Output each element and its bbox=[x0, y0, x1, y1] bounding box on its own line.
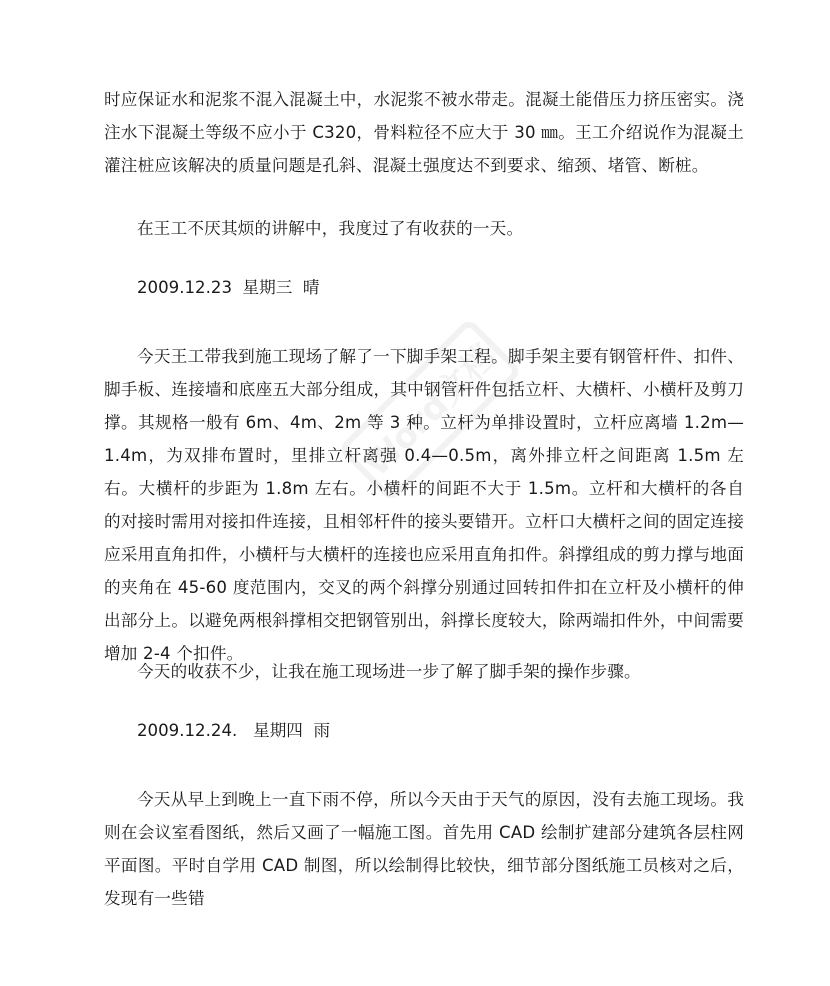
paragraph-continuation: 时应保证水和泥浆不混入混凝土中，水泥浆不被水带走。混凝土能借压力挤压密实。浇注水下混凝土等级不应小于 C320，骨料粒径不应大于 30 ㎜。王工介绍说作为混凝土灌注桩应该解决的质量问题是孔斜、混凝土强度达不到要求、缩颈、堵管、断桩。 bbox=[104, 90, 744, 175]
paragraph-summary-day2: 今天的收获不少，让我在施工现场进一步了解了脚手架的操作步骤。 bbox=[137, 662, 641, 681]
svg-text:Word文档: Word文档 bbox=[356, 336, 505, 485]
diary-date-heading: 2009.12.23 星期三 晴 bbox=[137, 278, 320, 297]
paragraph-rain-day: 今天从早上到晚上一直下雨不停，所以今天由于天气的原因，没有去施工现场。我则在会议室看图纸，然后又画了一幅施工图。首先用 CAD 绘制扩建部分建筑各层柱网平面图。平时自学用 CAD 制图，所以绘制得比较快，细节部分图纸施工员核对之后，发现有一些错 bbox=[104, 790, 744, 908]
paragraph-scaffolding: 今天王工带我到施工现场了解了一下脚手架工程。脚手架主要有钢管杆件、扣件、脚手板、连接墙和底座五大部分组成，其中钢管杆件包括立杆、大横杆、小横杆及剪刀撑。其规格一般有 6m、4m、2m 等 3 种。立杆为单排设置时，立杆应离墙 1.2m—1.4m，为双排布置时，里排立杆离强 0.4—0.5m，离外排立杆之间距离 1.5m 左右。大横杆的步距为 1.8m 左右。小横杆的间距不大于 1.5m。立杆和大横杆的各自的对接时需用对接扣件连接，且相邻杆件的接头要错开。立杆口大横杆之间的固定连接应采用直角扣件，小横杆与大横杆的连接也应采用直角扣件。斜撑组成的剪力撑与地面的夹角在 45-60 度范围内，交叉的两个斜撑分别通过回转扣件扣在立杆及小横杆的伸出部分上。以避免两根斜撑相交把钢管别出，斜撑长度较大，除两端扣件外，中间需要增加 2-4 个扣件。 bbox=[104, 347, 744, 663]
diary-date-heading: 2009.12.24. 星期四 雨 bbox=[137, 721, 331, 740]
paragraph-summary-day1: 在王工不厌其烦的讲解中，我度过了有收获的一天。 bbox=[137, 219, 524, 238]
